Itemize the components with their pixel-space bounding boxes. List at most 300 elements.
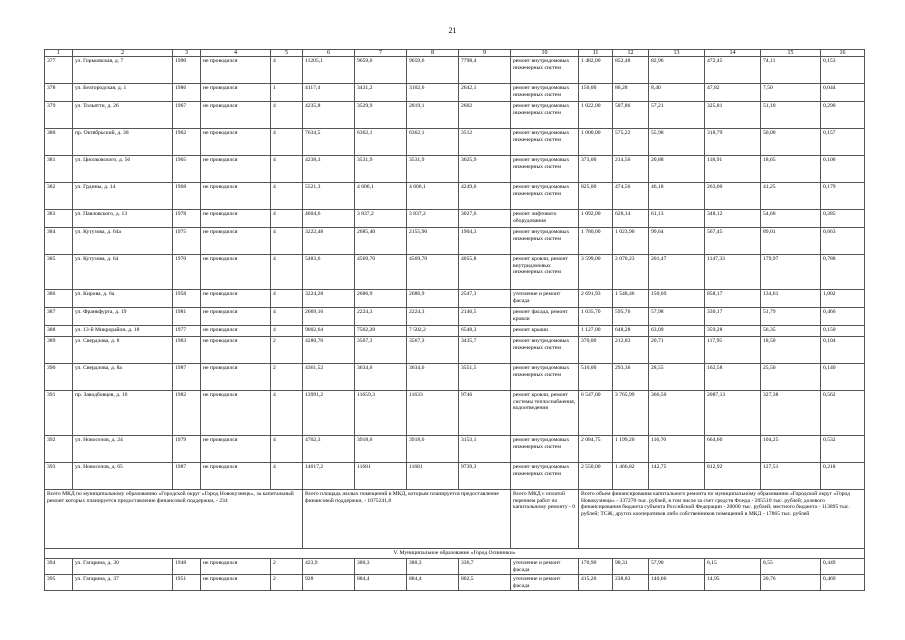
- total-area: 4604,6: [303, 210, 355, 228]
- table-row: [45, 183, 865, 210]
- row-number: 386: [45, 290, 73, 308]
- summary-work-count: Всего МКД с оплатой перечнем работ по капитальному ремонту - 0: [511, 490, 579, 549]
- work-type: ремонт внутридомовых инженерных систем: [511, 337, 579, 364]
- row-number: 390: [45, 364, 73, 391]
- cost-owners: 134,61: [761, 290, 821, 308]
- build-year: 1968: [173, 183, 201, 210]
- cost-total: 1 035,70: [579, 308, 613, 326]
- address: ул. Белгородская, д. 1: [73, 84, 173, 102]
- work-type: ремонт лифтового оборудования: [511, 210, 579, 228]
- privatization-status: не проводился: [201, 228, 271, 255]
- cost-total: 510,00: [579, 364, 613, 391]
- cost-owners: 51,79: [761, 308, 821, 326]
- cost-region: 366,50: [649, 391, 705, 436]
- living-area: 2224,3: [355, 308, 407, 326]
- cost-owners: 7,50: [761, 84, 821, 102]
- cost-fund: 595,76: [613, 308, 649, 326]
- cost-owners: 8,55: [761, 559, 821, 575]
- privatization-status: не проводился: [201, 436, 271, 463]
- floors: 4: [271, 228, 303, 255]
- column-number: 10: [511, 50, 579, 57]
- private-area: 3102,6: [407, 84, 459, 102]
- row-number: 380: [45, 129, 73, 156]
- work-type: ремонт внутридомовых инженерных систем: [511, 364, 579, 391]
- total-area: 14017,2: [303, 463, 355, 490]
- column-number: 1: [45, 50, 73, 57]
- total-area: 4280,76: [303, 337, 355, 364]
- table-row: [45, 391, 865, 436]
- privatization-status: не проводился: [201, 326, 271, 337]
- cost-per-sqm: 0,562: [821, 391, 865, 436]
- private-area: 4 606,1: [407, 183, 459, 210]
- cost-local: 812,92: [705, 463, 761, 490]
- floors: 4: [271, 391, 303, 436]
- municipal-area: 2602: [459, 102, 511, 129]
- floors: 4: [271, 326, 303, 337]
- floors: 4: [271, 57, 303, 84]
- section-heading: V. Муниципальное образование «Город Осинники»: [45, 549, 865, 559]
- row-number: 392: [45, 436, 73, 463]
- column-number: 11: [579, 50, 613, 57]
- work-type: ремонт кровли, ремонт внутридомовых инженерных систем: [511, 255, 579, 290]
- living-area: 3567,3: [355, 337, 407, 364]
- municipal-area: 802,5: [459, 575, 511, 591]
- municipal-area: 9746: [459, 391, 511, 436]
- row-number: 378: [45, 84, 73, 102]
- table-row: [45, 290, 865, 308]
- work-type: ремонт внутридомовых инженерных систем: [511, 57, 579, 84]
- cost-total: 2 691,93: [579, 290, 613, 308]
- cost-fund: 628,14: [613, 210, 649, 228]
- cost-local: 318,79: [705, 129, 761, 156]
- work-type: утепление и ремонт фасада: [511, 575, 579, 591]
- living-area: 11659,3: [355, 391, 407, 436]
- work-type: ремонт крыши: [511, 326, 579, 337]
- row-number: 391: [45, 391, 73, 436]
- cost-per-sqm: 0,104: [821, 337, 865, 364]
- municipal-area: 9739,3: [459, 463, 511, 490]
- privatization-status: не проводился: [201, 255, 271, 290]
- living-area: 380,3: [355, 559, 407, 575]
- table-row: [45, 364, 865, 391]
- cost-fund: 587,86: [613, 102, 649, 129]
- cost-per-sqm: 0,157: [821, 129, 865, 156]
- cost-total: 150,00: [579, 84, 613, 102]
- cost-total: 2 550,00: [579, 463, 613, 490]
- cost-fund: 238,83: [613, 575, 649, 591]
- cost-owners: 179,97: [761, 255, 821, 290]
- floors: 4: [271, 210, 303, 228]
- column-number-row: [45, 50, 865, 57]
- municipal-area: 336,7: [459, 559, 511, 575]
- cost-per-sqm: 0,218: [821, 463, 865, 490]
- private-area: 2686,9: [407, 290, 459, 308]
- page-number: 21: [448, 26, 457, 35]
- cost-region: 20,71: [649, 337, 705, 364]
- private-area: 2224,3: [407, 308, 459, 326]
- cost-region: 116,70: [649, 436, 705, 463]
- work-type: утепление и ремонт фасада: [511, 559, 579, 575]
- cost-total: 1 000,00: [579, 129, 613, 156]
- row-number: 379: [45, 102, 73, 129]
- total-area: 3222,48: [303, 228, 355, 255]
- private-area: 3 837,2: [407, 210, 459, 228]
- floors: 2: [271, 575, 303, 591]
- private-area: 884,4: [407, 575, 459, 591]
- row-number: 383: [45, 210, 73, 228]
- column-number: 4: [201, 50, 271, 57]
- cost-fund: 86,28: [613, 84, 649, 102]
- table-row: [45, 84, 865, 102]
- living-area: 9659,6: [355, 57, 407, 84]
- cost-owners: 18,65: [761, 156, 821, 183]
- table-row: [45, 308, 865, 326]
- column-number: 16: [821, 50, 865, 57]
- cost-region: 20,88: [649, 156, 705, 183]
- row-number: 394: [45, 559, 73, 575]
- total-area: 4238,3: [303, 156, 355, 183]
- row-number: 382: [45, 183, 73, 210]
- work-type: ремонт внутридомовых инженерных систем: [511, 102, 579, 129]
- cost-region: 63,09: [649, 326, 705, 337]
- living-area: 3431,2: [355, 84, 407, 102]
- floors: 4: [271, 102, 303, 129]
- living-area: 3634,6: [355, 364, 407, 391]
- total-area: 4117,4: [303, 84, 355, 102]
- cost-local: 47,82: [705, 84, 761, 102]
- row-number: 393: [45, 463, 73, 490]
- table-row: [45, 102, 865, 129]
- table-row: [45, 575, 865, 591]
- total-area: 423,9: [303, 559, 355, 575]
- cost-region: 57,21: [649, 102, 705, 129]
- living-area: 884,4: [355, 575, 407, 591]
- cost-total: 3 599,00: [579, 255, 613, 290]
- cost-region: 142,75: [649, 463, 705, 490]
- row-number: 387: [45, 308, 73, 326]
- floors: 4: [271, 463, 303, 490]
- cost-fund: 474,56: [613, 183, 649, 210]
- floors: 2: [271, 337, 303, 364]
- total-area: 5483,6: [303, 255, 355, 290]
- privatization-status: не проводился: [201, 210, 271, 228]
- address: ул. Кутузова, д. 64: [73, 255, 173, 290]
- municipal-area: 3551,5: [459, 364, 511, 391]
- cost-local: 858,17: [705, 290, 761, 308]
- private-area: 11681: [407, 463, 459, 490]
- privatization-status: не проводился: [201, 102, 271, 129]
- cost-local: 325,81: [705, 102, 761, 129]
- cost-local: 117,95: [705, 337, 761, 364]
- floors: 4: [271, 156, 303, 183]
- summary-financing: Всего объем финансирования капитального ремонта по муниципальному образованию «Городской округ «Город Новокузнецк» - 337270 тыс. рублей, в том числе за счет средств Фонда - 205510 тыс. рублей; долевого финансирования бюджета субъекта Российской Федерации - 20000 тыс. рублей; местного бюджета - 113895 тыс. рублей; ТСЖ, других кооперативов либо собственников помещений в МКД - 17865 тыс. рублей: [579, 490, 865, 549]
- municipal-area: 3512: [459, 129, 511, 156]
- living-area: 6362,1: [355, 129, 407, 156]
- cost-owners: 41,25: [761, 183, 821, 210]
- capital-repair-table: [44, 49, 865, 591]
- privatization-status: не проводился: [201, 290, 271, 308]
- column-number: 15: [761, 50, 821, 57]
- cost-fund: 98,31: [613, 559, 649, 575]
- cost-per-sqm: 0,044: [821, 84, 865, 102]
- cost-owners: 104,25: [761, 436, 821, 463]
- cost-owners: 25,50: [761, 364, 821, 391]
- total-area: 7634,5: [303, 129, 355, 156]
- total-area: 4361,52: [303, 364, 355, 391]
- build-year: 1958: [173, 290, 201, 308]
- cost-per-sqm: 0,466: [821, 308, 865, 326]
- private-area: 2155,90: [407, 228, 459, 255]
- build-year: 1965: [173, 156, 201, 183]
- build-year: 1977: [173, 326, 201, 337]
- address: ул. Циолковского, д. 56: [73, 156, 173, 183]
- cost-local: 2087,13: [705, 391, 761, 436]
- build-year: 1970: [173, 255, 201, 290]
- row-number: 395: [45, 575, 73, 591]
- municipal-area: 4249,6: [459, 183, 511, 210]
- column-number: 7: [355, 50, 407, 57]
- column-number: 13: [649, 50, 705, 57]
- table-row: [45, 463, 865, 490]
- address: ул. Павловского, д. 13: [73, 210, 173, 228]
- cost-per-sqm: 0,469: [821, 575, 865, 591]
- cost-fund: 212,83: [613, 337, 649, 364]
- cost-total: 1 127,00: [579, 326, 613, 337]
- cost-region: 82,96: [649, 57, 705, 84]
- private-area: 4569,70: [407, 255, 459, 290]
- column-number: 6: [303, 50, 355, 57]
- section-heading-row: [45, 549, 865, 559]
- privatization-status: не проводился: [201, 337, 271, 364]
- living-area: 2685,40: [355, 228, 407, 255]
- privatization-status: не проводился: [201, 308, 271, 326]
- private-area: 2819,1: [407, 102, 459, 129]
- work-type: ремонт внутридомовых инженерных систем: [511, 183, 579, 210]
- row-number: 389: [45, 337, 73, 364]
- private-area: 3634,6: [407, 364, 459, 391]
- cost-per-sqm: 0,663: [821, 228, 865, 255]
- privatization-status: не проводился: [201, 156, 271, 183]
- table-row: [45, 436, 865, 463]
- total-area: 2669,16: [303, 308, 355, 326]
- cost-total: 6 547,00: [579, 391, 613, 436]
- table-row: [45, 255, 865, 290]
- municipal-area: 3027,6: [459, 210, 511, 228]
- cost-region: 150,69: [649, 290, 705, 308]
- work-type: утепление и ремонт фасада: [511, 290, 579, 308]
- cost-per-sqm: 1,002: [821, 290, 865, 308]
- column-number: 14: [705, 50, 761, 57]
- address: ул. Кутузова, д. 64а: [73, 228, 173, 255]
- living-area: 3529,9: [355, 102, 407, 129]
- floors: 1: [271, 84, 303, 102]
- cost-owners: 18,50: [761, 337, 821, 364]
- private-area: 6362,1: [407, 129, 459, 156]
- total-area: 4702,3: [303, 436, 355, 463]
- work-type: ремонт кровли, ремонт системы теплоснабжения, водоотведения: [511, 391, 579, 436]
- living-area: 11681: [355, 463, 407, 490]
- municipal-area: 3025,9: [459, 156, 511, 183]
- cost-total: 1 780,00: [579, 228, 613, 255]
- cost-fund: 852,48: [613, 57, 649, 84]
- table-body: [45, 50, 865, 591]
- address: ул. Кирова, д. 6а: [73, 290, 173, 308]
- private-area: 3531,9: [407, 156, 459, 183]
- cost-fund: 293,36: [613, 364, 649, 391]
- build-year: 1967: [173, 102, 201, 129]
- table-row: [45, 326, 865, 337]
- total-area: 928: [303, 575, 355, 591]
- cost-region: 8,40: [649, 84, 705, 102]
- cost-local: 664,60: [705, 436, 761, 463]
- cost-region: 28,55: [649, 364, 705, 391]
- build-year: 1978: [173, 210, 201, 228]
- privatization-status: не проводился: [201, 183, 271, 210]
- cost-per-sqm: 0,140: [821, 364, 865, 391]
- column-number: 3: [173, 50, 201, 57]
- cost-region: 46,18: [649, 183, 705, 210]
- private-area: 11633: [407, 391, 459, 436]
- row-number: 377: [45, 57, 73, 84]
- cost-region: 57,90: [649, 559, 705, 575]
- work-type: ремонт внутридомовых инженерных систем: [511, 436, 579, 463]
- work-type: ремонт внутридомовых инженерных систем: [511, 156, 579, 183]
- build-year: 1987: [173, 463, 201, 490]
- privatization-status: не проводился: [201, 391, 271, 436]
- municipal-area: 7798,4: [459, 57, 511, 84]
- floors: 4: [271, 436, 303, 463]
- address: ул. Новоселов, д. 24: [73, 436, 173, 463]
- privatization-status: не проводился: [201, 364, 271, 391]
- cost-per-sqm: 0,153: [821, 57, 865, 84]
- private-area: 380,3: [407, 559, 459, 575]
- cost-fund: 648,28: [613, 326, 649, 337]
- privatization-status: не проводился: [201, 57, 271, 84]
- cost-total: 1 092,00: [579, 210, 613, 228]
- cost-total: 1 482,00: [579, 57, 613, 84]
- table-row: [45, 129, 865, 156]
- privatization-status: не проводился: [201, 575, 271, 591]
- address: ул. Франкфурта, д. 19: [73, 308, 173, 326]
- cost-total: 2 084,75: [579, 436, 613, 463]
- cost-fund: 1 548,46: [613, 290, 649, 308]
- privatization-status: не проводился: [201, 463, 271, 490]
- work-type: ремонт внутридомовых инженерных систем: [511, 463, 579, 490]
- total-area: 5521,3: [303, 183, 355, 210]
- cost-fund: 1 466,82: [613, 463, 649, 490]
- privatization-status: не проводился: [201, 84, 271, 102]
- living-area: 4569,70: [355, 255, 407, 290]
- floors: 2: [271, 364, 303, 391]
- privatization-status: не проводился: [201, 559, 271, 575]
- cost-fund: 2 070,23: [613, 255, 649, 290]
- cost-local: 6,15: [705, 559, 761, 575]
- build-year: 1986: [173, 84, 201, 102]
- municipal-area: 3435,7: [459, 337, 511, 364]
- living-area: 3 837,2: [355, 210, 407, 228]
- cost-total: 373,00: [579, 156, 613, 183]
- cost-local: 472,45: [705, 57, 761, 84]
- table-row: [45, 156, 865, 183]
- row-number: 384: [45, 228, 73, 255]
- cost-per-sqm: 0,532: [821, 436, 865, 463]
- address: ул. Свердлова, д. 8: [73, 337, 173, 364]
- cost-fund: 3 765,99: [613, 391, 649, 436]
- living-area: 4 606,1: [355, 183, 407, 210]
- row-number: 388: [45, 326, 73, 337]
- floors: 4: [271, 129, 303, 156]
- column-number: 5: [271, 50, 303, 57]
- column-number: 9: [459, 50, 511, 57]
- cost-owners: 54,60: [761, 210, 821, 228]
- total-area: 11205,1: [303, 57, 355, 84]
- total-area: 3224,28: [303, 290, 355, 308]
- municipal-area: 2547,3: [459, 290, 511, 308]
- cost-per-sqm: 0,285: [821, 210, 865, 228]
- cost-per-sqm: 0,179: [821, 183, 865, 210]
- cost-local: 567,45: [705, 228, 761, 255]
- work-type: ремонт внутридомовых инженерных систем: [511, 129, 579, 156]
- address: ул. Гагарина, д. 30: [73, 559, 173, 575]
- cost-local: 14,95: [705, 575, 761, 591]
- private-area: 3567,3: [407, 337, 459, 364]
- summary-mkd-count: Всего МКД по муниципальному образованию «Городской округ «Город Новокузнецк», за капитальный ремонт которых планируется предоставление финансовой поддержки, - 234: [45, 490, 303, 549]
- build-year: 1975: [173, 228, 201, 255]
- municipal-area: 4055,8: [459, 255, 511, 290]
- column-number: 2: [73, 50, 173, 57]
- municipal-area: 2146,5: [459, 308, 511, 326]
- cost-per-sqm: 0,150: [821, 326, 865, 337]
- build-year: 1982: [173, 391, 201, 436]
- floors: 4: [271, 255, 303, 290]
- privatization-status: не проводился: [201, 129, 271, 156]
- cost-local: 348,12: [705, 210, 761, 228]
- build-year: 1990: [173, 57, 201, 84]
- private-area: 9659,6: [407, 57, 459, 84]
- cost-region: 57,98: [649, 308, 705, 326]
- build-year: 1987: [173, 364, 201, 391]
- cost-fund: 1 199,20: [613, 436, 649, 463]
- cost-owners: 50,00: [761, 129, 821, 156]
- cost-owners: 51,10: [761, 102, 821, 129]
- cost-total: 415,20: [579, 575, 613, 591]
- total-area: 13991,2: [303, 391, 355, 436]
- cost-region: 61,13: [649, 210, 705, 228]
- cost-per-sqm: 0,788: [821, 255, 865, 290]
- cost-total: 825,00: [579, 183, 613, 210]
- address: ул. Гагарина, д. 37: [73, 575, 173, 591]
- table-row: [45, 337, 865, 364]
- total-area: 9002,64: [303, 326, 355, 337]
- cost-fund: 214,56: [613, 156, 649, 183]
- living-area: 3531,9: [355, 156, 407, 183]
- cost-total: 370,00: [579, 337, 613, 364]
- table-row: [45, 228, 865, 255]
- living-area: 2686,9: [355, 290, 407, 308]
- table-row: [45, 559, 865, 575]
- summary-row: [45, 490, 865, 549]
- cost-local: 359,28: [705, 326, 761, 337]
- cost-local: 118,91: [705, 156, 761, 183]
- municipal-area: 3153,1: [459, 436, 511, 463]
- floors: 4: [271, 308, 303, 326]
- address: ул. Новоселов, д. 65: [73, 463, 173, 490]
- cost-per-sqm: 0,290: [821, 102, 865, 129]
- build-year: 1948: [173, 559, 201, 575]
- total-area: 4235,8: [303, 102, 355, 129]
- cost-region: 99,64: [649, 228, 705, 255]
- build-year: 1983: [173, 337, 201, 364]
